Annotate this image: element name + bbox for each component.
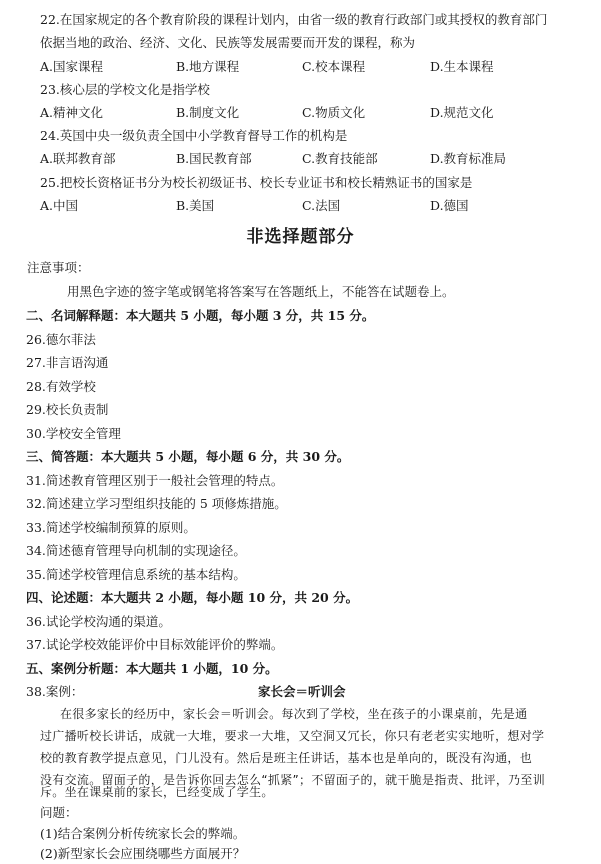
case-label: 38.案例： [26,684,84,699]
case-paragraph-line1: 在很多家长的经历中，家长会＝听训会。每次到了学校，坐在孩子的小课桌前，先是通 [60,707,528,721]
option-d: D.规范文化 [430,105,494,120]
option-b: B.美国 [176,198,215,213]
question-35: 35.简述学校管理信息系统的基本结构。 [26,567,246,582]
option-b: B.国民教育部 [176,151,252,166]
option-a: A.国家课程 [40,59,104,74]
question-33: 33.简述学校编制预算的原则。 [26,520,196,535]
question-27: 27.非言语沟通 [26,355,109,370]
section-5-heading: 五、案例分析题：本大题共 1 小题，10 分。 [26,661,278,676]
case-question-1: (1)结合案例分析传统家长会的弊端。 [40,826,246,841]
question-36: 36.试论学校沟通的渠道。 [26,614,171,629]
question-23-stem: 23.核心层的学校文化是指学校 [40,82,210,97]
notes-heading: 注意事项： [27,260,90,275]
section-4-heading: 四、论述题：本大题共 2 小题，每小题 10 分，共 20 分。 [26,590,359,605]
question-24-options [40,149,601,169]
question-30: 30.学校安全管理 [26,426,121,441]
part-title: 非选择题部分 [246,227,355,247]
option-b: B.地方课程 [176,59,240,74]
question-22-stem-line1: 22.在国家规定的各个教育阶段的课程计划内，由省一级的教育行政部门或其授权的教育部门 [40,12,548,27]
question-26: 26.德尔菲法 [26,332,96,347]
option-d: D.教育标准局 [430,151,507,166]
section-3-heading: 三、简答题：本大题共 5 小题，每小题 6 分，共 30 分。 [26,449,350,464]
case-question-2: (2)新型家长会应围绕哪些方面展开？ [40,846,246,861]
questions-label: 问题： [40,805,78,820]
section-2-heading: 二、名词解释题：本大题共 5 小题，每小题 3 分，共 15 分。 [26,308,375,323]
case-title: 家长会＝听训会 [258,684,346,699]
case-paragraph-line4: 没有交流。留面子的，是告诉你回去怎么“抓紧”；不留面子的，就干脆是指责、批评，乃至训 [40,773,546,787]
option-a: A.联邦教育部 [40,151,116,166]
question-24-stem: 24.英国中央一级负责全国中小学教育督导工作的机构是 [40,128,348,143]
question-34: 34.简述德育管理导向机制的实现途径。 [26,543,246,558]
option-d: D.德国 [430,198,469,213]
question-22-stem-line2: 依据当地的政治、经济、文化、民族等发展需要而开发的课程，称为 [40,35,416,50]
option-c: C.校本课程 [302,59,366,74]
question-25-options [40,196,601,216]
question-31: 31.简述教育管理区别于一般社会管理的特点。 [26,473,284,488]
option-d: D.生本课程 [430,59,494,74]
option-a: A.中国 [40,198,79,213]
option-c: C.物质文化 [302,105,366,120]
question-32: 32.简述建立学习型组织技能的 5 项修炼措施。 [26,496,287,511]
case-paragraph-line5: 斥。坐在课桌前的家长，已经变成了学生。 [40,785,274,799]
option-a: A.精神文化 [40,105,104,120]
question-28: 28.有效学校 [26,379,96,394]
question-25-stem: 25.把校长资格证书分为校长初级证书、校长专业证书和校长精熟证书的国家是 [40,175,473,190]
question-29: 29.校长负责制 [26,402,109,417]
option-c: C.法国 [302,198,341,213]
option-c: C.教育技能部 [302,151,378,166]
case-paragraph-line3: 校的教育教学提点意见，门儿没有。然后是班主任讲话，基本也是单向的，既没有沟通，也 [40,751,533,765]
notes-text: 用黑色字迹的签字笔或钢笔将答案写在答题纸上，不能答在试题卷上。 [67,284,455,299]
question-23-options [40,103,601,123]
case-paragraph-line2: 过广播听校长讲话，成就一大堆，要求一大堆，又空洞又冗长，你只有老老实实地听，想对学 [40,729,545,743]
question-22-options [40,57,601,77]
option-b: B.制度文化 [176,105,240,120]
question-37: 37.试论学校效能评价中目标效能评价的弊端。 [26,637,284,652]
